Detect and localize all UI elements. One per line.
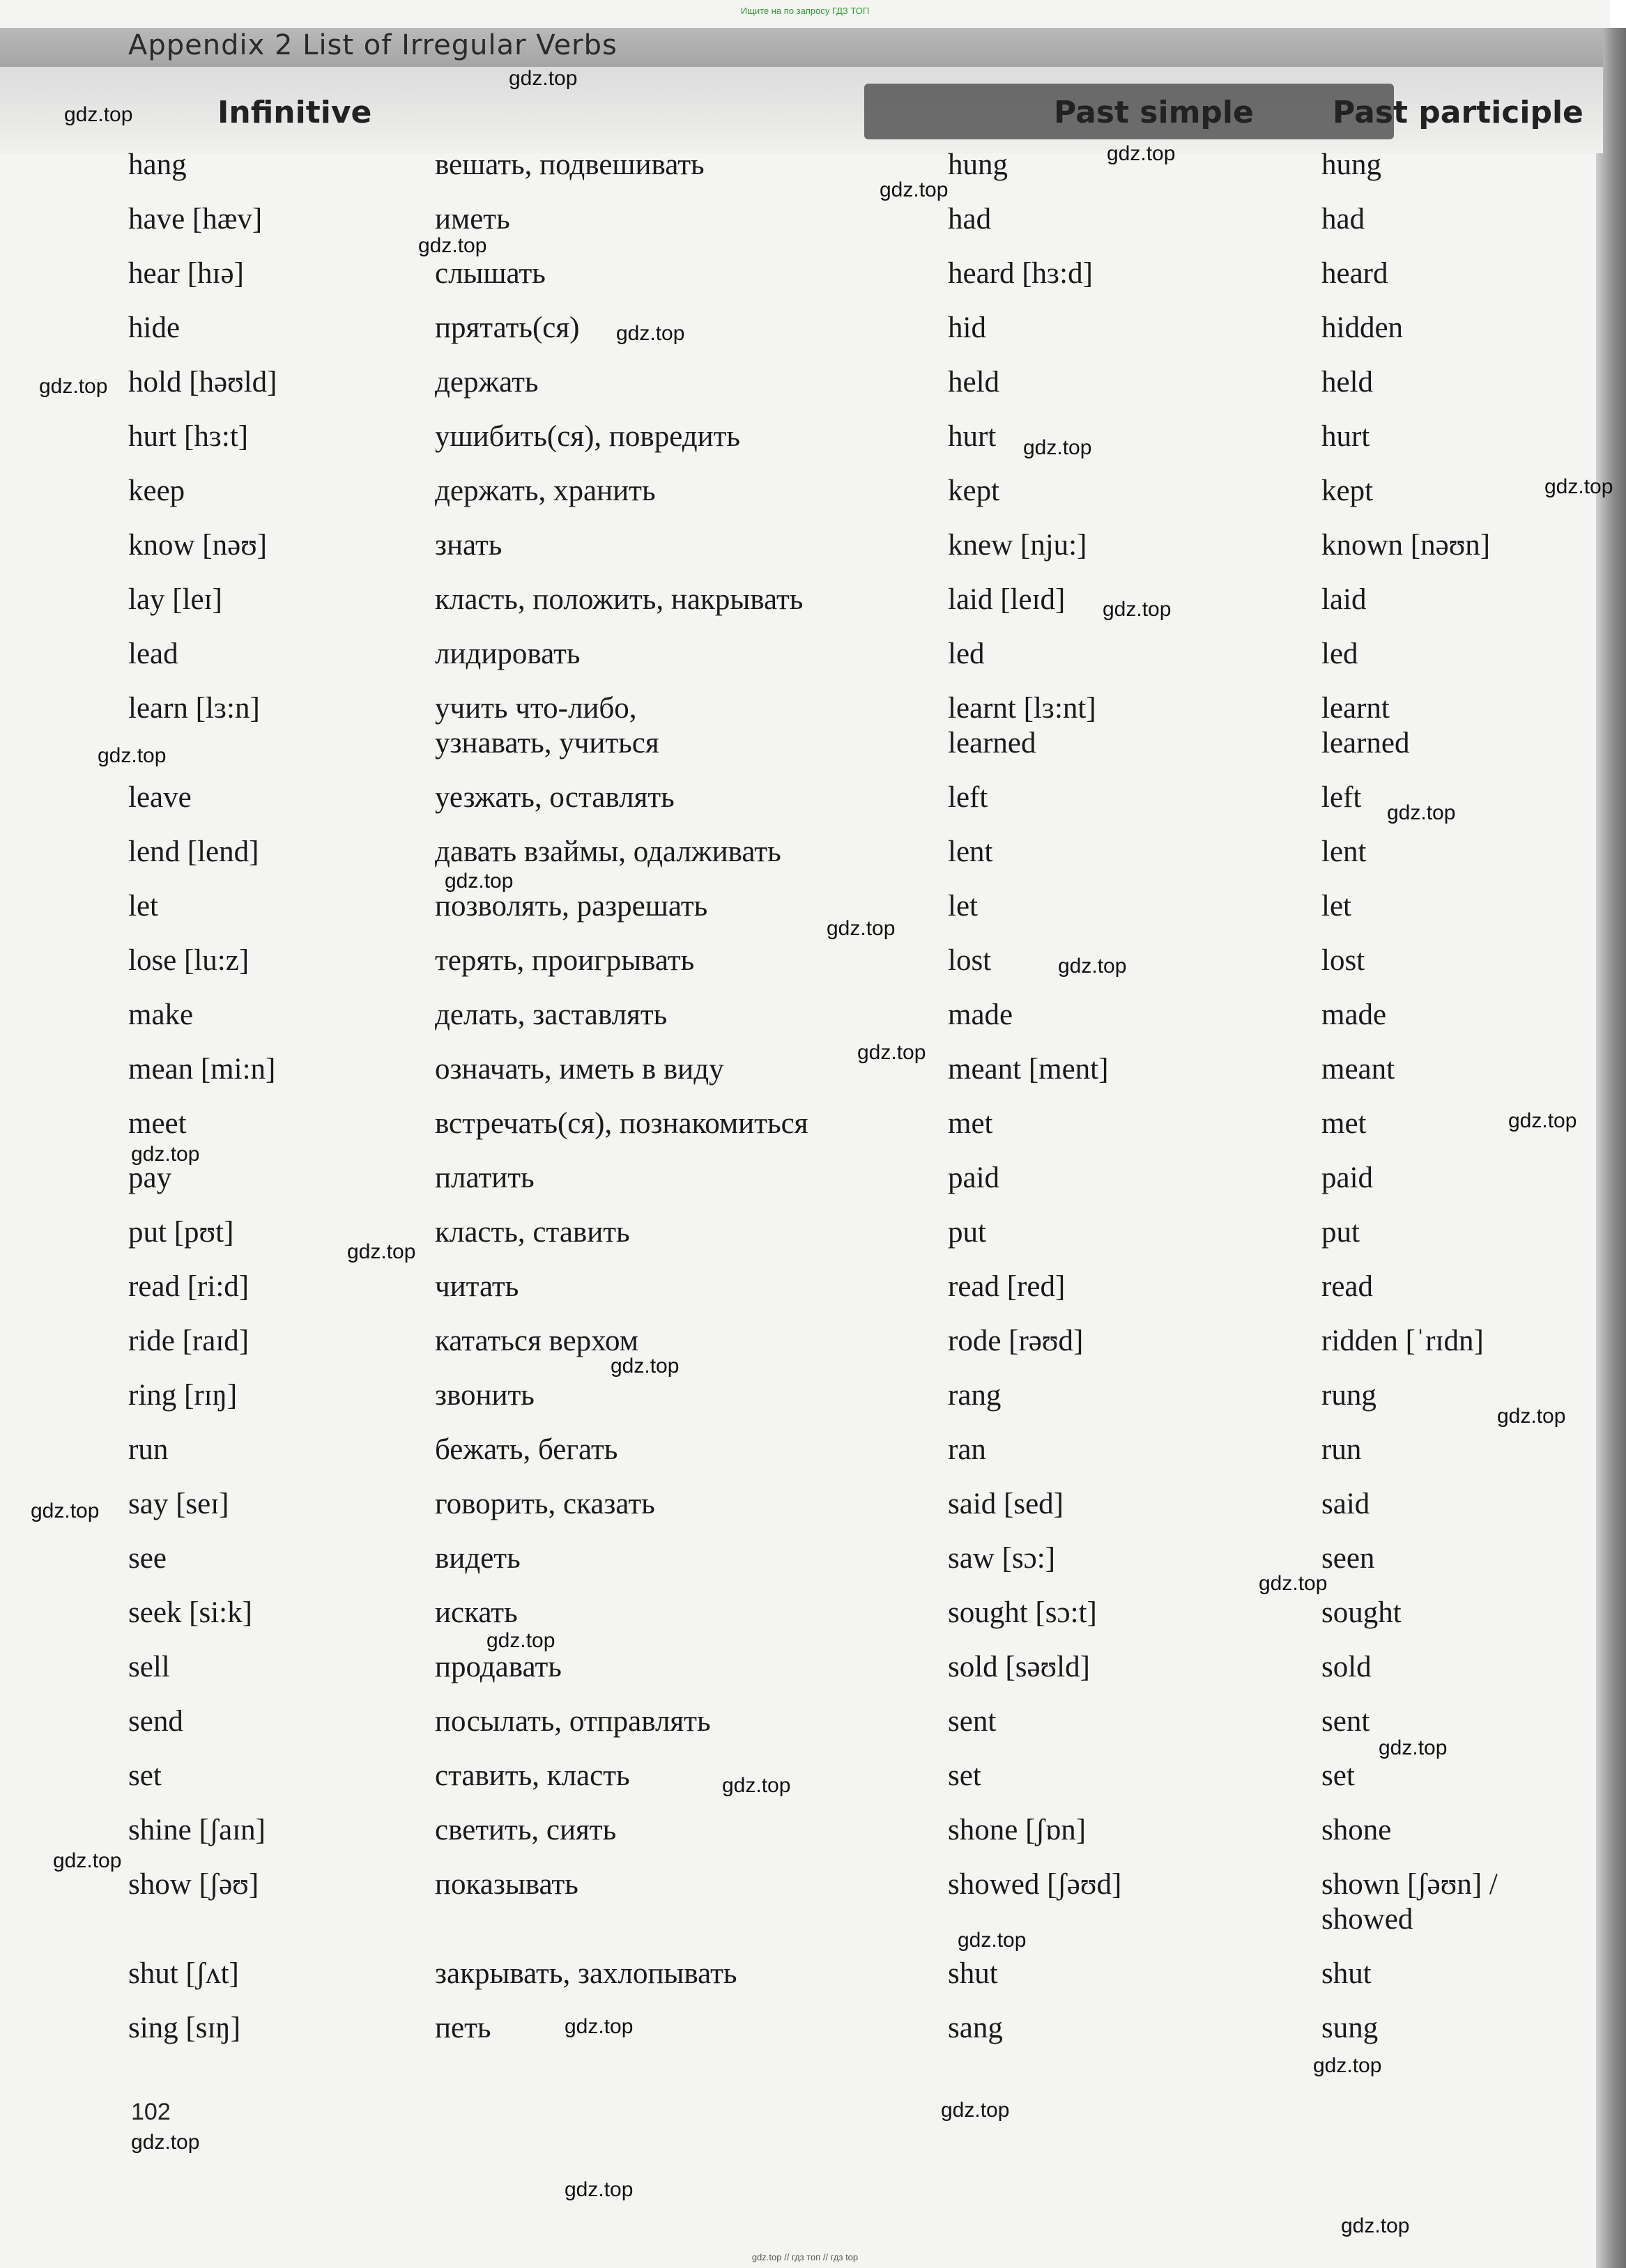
- past-participle-cell: held: [1321, 366, 1374, 399]
- translation-cell: давать взаймы, одалживать: [435, 835, 781, 868]
- infinitive-cell: hear [hɪə]: [128, 257, 244, 290]
- watermark: gdz.top: [31, 1499, 100, 1522]
- watermark: gdz.top: [39, 375, 108, 398]
- infinitive-cell: ride [raɪd]: [128, 1325, 250, 1357]
- infinitive-cell: keep: [128, 475, 185, 507]
- infinitive-cell: have [hæv]: [128, 203, 263, 236]
- infinitive-cell: send: [128, 1705, 183, 1738]
- past-participle-cell: let: [1321, 890, 1351, 923]
- past-simple-cell: hid: [948, 311, 986, 344]
- infinitive-cell: show [ʃəʊ]: [128, 1868, 259, 1901]
- infinitive-cell: make: [128, 998, 194, 1031]
- past-participle-cell: said: [1321, 1488, 1370, 1520]
- watermark: gdz.top: [722, 1774, 791, 1797]
- past-participle-cell: sung: [1321, 2012, 1379, 2044]
- translation-cell: держать: [435, 366, 539, 399]
- past-participle-cell: kept: [1321, 475, 1374, 507]
- infinitive-cell: ring [rɪŋ]: [128, 1379, 238, 1412]
- past-participle-cell: met: [1321, 1107, 1367, 1140]
- infinitive-cell: sing [sɪŋ]: [128, 2012, 241, 2044]
- infinitive-cell: read [ri:d]: [128, 1270, 250, 1303]
- infinitive-cell: shut [ʃʌt]: [128, 1957, 239, 1990]
- column-header-past-participle: Past participle: [1333, 95, 1583, 130]
- watermark: gdz.top: [857, 1041, 926, 1064]
- watermark: gdz.top: [418, 234, 487, 257]
- past-participle-cell: left: [1321, 781, 1362, 814]
- past-simple-cell: saw [sɔ:]: [948, 1542, 1056, 1575]
- past-simple-cell: left: [948, 781, 988, 814]
- past-participle-cell: seen: [1321, 1542, 1375, 1575]
- translation-cell: ставить, класть: [435, 1759, 630, 1792]
- past-simple-cell: lent: [948, 835, 993, 868]
- past-simple-cell: shone [ʃɒn]: [948, 1814, 1087, 1846]
- watermark: gdz.top: [131, 2131, 200, 2154]
- watermark: gdz.top: [1103, 598, 1172, 621]
- past-simple-cell: read [red]: [948, 1270, 1066, 1303]
- past-participle-cell: meant: [1321, 1053, 1395, 1086]
- translation-cell: знать: [435, 529, 503, 562]
- infinitive-cell: meet: [128, 1107, 187, 1140]
- top-note: Ищите на по запросу ГДЗ ТОП: [740, 6, 870, 16]
- watermark: gdz.top: [958, 1929, 1027, 1952]
- translation-cell: искать: [435, 1596, 518, 1629]
- infinitive-cell: lend [lend]: [128, 835, 259, 868]
- past-simple-cell: said [sed]: [948, 1488, 1064, 1520]
- past-participle-cell: sent: [1321, 1705, 1370, 1738]
- past-simple-cell: showed [ʃəʊd]: [948, 1868, 1122, 1901]
- watermark: gdz.top: [347, 1240, 416, 1263]
- past-participle-cell: hurt: [1321, 420, 1370, 453]
- infinitive-cell: run: [128, 1433, 169, 1466]
- past-simple-cell: laid [leɪd]: [948, 583, 1066, 616]
- watermark: gdz.top: [1341, 2214, 1410, 2237]
- infinitive-cell: lose [lu:z]: [128, 944, 250, 977]
- past-simple-cell: set: [948, 1759, 981, 1792]
- past-simple-cell: hurt: [948, 420, 997, 453]
- watermark: gdz.top: [616, 322, 685, 345]
- watermark: gdz.top: [445, 870, 514, 893]
- infinitive-cell: pay: [128, 1162, 172, 1194]
- translation-cell: прятать(ся): [435, 311, 580, 344]
- infinitive-cell: sell: [128, 1651, 170, 1683]
- past-participle-cell: sold: [1321, 1651, 1372, 1683]
- past-simple-cell: held: [948, 366, 1000, 399]
- past-participle-cell: ridden [ˈrɪdn]: [1321, 1325, 1484, 1357]
- past-participle-cell: shone: [1321, 1814, 1392, 1846]
- past-participle-cell: learnt: [1321, 692, 1390, 725]
- watermark: gdz.top: [1379, 1736, 1448, 1759]
- watermark: gdz.top: [1508, 1109, 1577, 1132]
- past-simple-cell: sold [səʊld]: [948, 1651, 1090, 1683]
- past-simple-cell: had: [948, 203, 992, 236]
- past-simple-cell: made: [948, 998, 1013, 1031]
- infinitive-cell: let: [128, 890, 158, 923]
- translation-cell: узнавать, учиться: [435, 727, 659, 759]
- infinitive-cell: say [seɪ]: [128, 1488, 229, 1520]
- past-simple-cell: met: [948, 1107, 993, 1140]
- translation-cell: закрывать, захлопывать: [435, 1957, 737, 1990]
- column-header-infinitive: Infinitive: [217, 95, 372, 130]
- bottom-note: gdz.top // гдз топ // гдз top: [751, 2252, 859, 2262]
- past-simple-cell: sang: [948, 2012, 1003, 2044]
- infinitive-cell: learn [lɜ:n]: [128, 692, 260, 725]
- translation-cell: продавать: [435, 1651, 562, 1683]
- translation-cell: уезжать, оставлять: [435, 781, 675, 814]
- infinitive-cell: know [nəʊ]: [128, 529, 268, 562]
- infinitive-cell: seek [si:k]: [128, 1596, 252, 1629]
- infinitive-cell: lay [leɪ]: [128, 583, 222, 616]
- watermark: gdz.top: [827, 917, 896, 940]
- watermark: gdz.top: [565, 2178, 634, 2201]
- past-simple-cell: put: [948, 1216, 986, 1249]
- past-simple-cell: heard [hɜ:d]: [948, 257, 1093, 290]
- column-header-past-simple: Past simple: [1054, 95, 1254, 130]
- past-participle-cell: rung: [1321, 1379, 1376, 1412]
- watermark: gdz.top: [98, 744, 167, 767]
- past-participle-cell: put: [1321, 1216, 1360, 1249]
- header-title: Appendix 2 List of Irregular Verbs: [128, 29, 618, 61]
- page-edge-shadow: [1596, 28, 1626, 2268]
- watermark: gdz.top: [1544, 475, 1613, 498]
- watermark: gdz.top: [1023, 436, 1092, 459]
- past-simple-cell: sent: [948, 1705, 997, 1738]
- translation-cell: встречать(ся), познакомиться: [435, 1107, 808, 1140]
- watermark: gdz.top: [131, 1143, 200, 1166]
- infinitive-cell: hold [həʊld]: [128, 366, 277, 399]
- translation-cell: петь: [435, 2012, 491, 2044]
- past-participle-cell: laid: [1321, 583, 1367, 616]
- infinitive-cell: mean [mi:n]: [128, 1053, 276, 1086]
- past-participle-cell: learned: [1321, 727, 1410, 759]
- past-simple-cell: let: [948, 890, 978, 923]
- past-simple-cell: kept: [948, 475, 1000, 507]
- infinitive-cell: hurt [hɜ:t]: [128, 420, 249, 453]
- past-participle-cell: heard: [1321, 257, 1388, 290]
- translation-cell: делать, заставлять: [435, 998, 668, 1031]
- translation-cell: светить, сиять: [435, 1814, 617, 1846]
- watermark: gdz.top: [509, 67, 578, 90]
- translation-cell: посылать, отправлять: [435, 1705, 711, 1738]
- watermark: gdz.top: [1259, 1572, 1328, 1595]
- watermark: gdz.top: [941, 2099, 1010, 2122]
- watermark: gdz.top: [1107, 142, 1176, 165]
- past-simple-cell: lost: [948, 944, 992, 977]
- past-participle-cell: shut: [1321, 1957, 1372, 1990]
- watermark: gdz.top: [1058, 955, 1127, 978]
- translation-cell: класть, ставить: [435, 1216, 630, 1249]
- infinitive-cell: put [pʊt]: [128, 1216, 234, 1249]
- past-simple-cell: ran: [948, 1433, 986, 1466]
- past-participle-cell: sought: [1321, 1596, 1402, 1629]
- watermark: gdz.top: [1387, 801, 1456, 824]
- translation-cell: видеть: [435, 1542, 521, 1575]
- watermark: gdz.top: [64, 103, 133, 126]
- translation-cell: класть, положить, накрывать: [435, 583, 804, 616]
- translation-cell: показывать: [435, 1868, 578, 1901]
- infinitive-cell: set: [128, 1759, 162, 1792]
- translation-cell: учить что-либо,: [435, 692, 637, 725]
- past-simple-cell: hung: [948, 148, 1008, 181]
- infinitive-cell: leave: [128, 781, 192, 814]
- translation-cell: читать: [435, 1270, 519, 1303]
- infinitive-cell: hang: [128, 148, 187, 181]
- page-number: 102: [131, 2099, 171, 2125]
- past-participle-cell: showed: [1321, 1903, 1413, 1936]
- translation-cell: платить: [435, 1162, 535, 1194]
- past-simple-cell: knew [nju:]: [948, 529, 1087, 562]
- past-simple-cell: meant [ment]: [948, 1053, 1109, 1086]
- past-simple-cell: led: [948, 638, 985, 670]
- past-participle-cell: read: [1321, 1270, 1373, 1303]
- past-simple-cell: shut: [948, 1957, 998, 1990]
- past-participle-cell: paid: [1321, 1162, 1374, 1194]
- translation-cell: держать, хранить: [435, 475, 656, 507]
- watermark: gdz.top: [565, 2015, 634, 2038]
- translation-cell: говорить, сказать: [435, 1488, 655, 1520]
- watermark: gdz.top: [611, 1355, 680, 1378]
- translation-cell: кататься верхом: [435, 1325, 638, 1357]
- infinitive-cell: shine [ʃaɪn]: [128, 1814, 266, 1846]
- watermark: gdz.top: [53, 1849, 122, 1872]
- infinitive-cell: lead: [128, 638, 178, 670]
- past-participle-cell: run: [1321, 1433, 1362, 1466]
- past-simple-cell: rang: [948, 1379, 1002, 1412]
- translation-cell: позволять, разрешать: [435, 890, 708, 923]
- translation-cell: звонить: [435, 1379, 535, 1412]
- past-simple-cell: learned: [948, 727, 1036, 759]
- past-participle-cell: lost: [1321, 944, 1365, 977]
- past-simple-cell: sought [sɔ:t]: [948, 1596, 1097, 1629]
- watermark: gdz.top: [1313, 2054, 1382, 2077]
- past-simple-cell: rode [rəʊd]: [948, 1325, 1084, 1357]
- past-participle-cell: shown [ʃəʊn] /: [1321, 1868, 1498, 1901]
- past-participle-cell: hidden: [1321, 311, 1404, 344]
- past-participle-cell: lent: [1321, 835, 1367, 868]
- past-simple-cell: learnt [lɜ:nt]: [948, 692, 1096, 725]
- past-participle-cell: known [nəʊn]: [1321, 529, 1491, 562]
- translation-cell: означать, иметь в виду: [435, 1053, 724, 1086]
- infinitive-cell: see: [128, 1542, 167, 1575]
- past-participle-cell: had: [1321, 203, 1365, 236]
- translation-cell: вешать, подвешивать: [435, 148, 705, 181]
- watermark: gdz.top: [880, 178, 949, 201]
- translation-cell: лидировать: [435, 638, 581, 670]
- translation-cell: терять, проигрывать: [435, 944, 695, 977]
- infinitive-cell: hide: [128, 311, 181, 344]
- past-participle-cell: led: [1321, 638, 1358, 670]
- watermark: gdz.top: [1497, 1405, 1566, 1428]
- watermark: gdz.top: [486, 1629, 555, 1652]
- past-participle-cell: hung: [1321, 148, 1381, 181]
- past-participle-cell: made: [1321, 998, 1387, 1031]
- translation-cell: бежать, бегать: [435, 1433, 618, 1466]
- translation-cell: слышать: [435, 257, 546, 290]
- past-simple-cell: paid: [948, 1162, 1000, 1194]
- translation-cell: ушибить(ся), повредить: [435, 420, 741, 453]
- past-participle-cell: set: [1321, 1759, 1355, 1792]
- translation-cell: иметь: [435, 203, 510, 236]
